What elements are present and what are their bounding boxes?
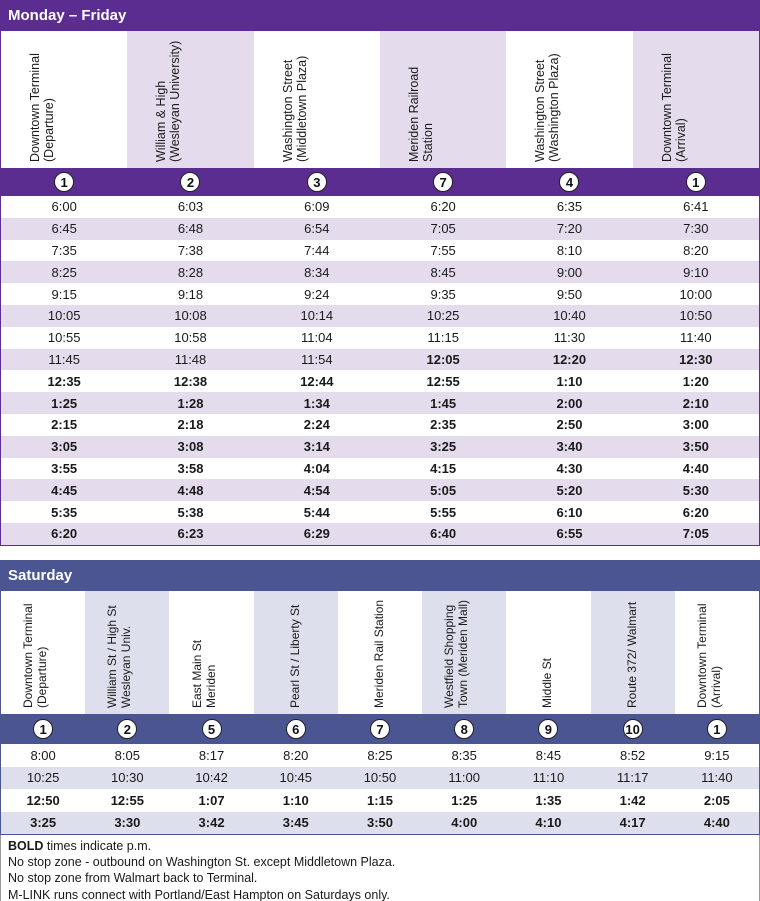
- stop-name-text: [442, 600, 470, 708]
- time-cell: 8:25: [367, 747, 393, 763]
- stop-name-line: (Wesleyan University): [168, 40, 183, 162]
- time-cell: 1:10: [282, 792, 309, 808]
- time-cell: 8:25: [51, 264, 77, 280]
- stop-name-text: [21, 604, 49, 709]
- time-cell: 6:20: [51, 526, 78, 542]
- table-row: [1, 370, 759, 392]
- time-cell: 2:35: [430, 417, 457, 433]
- stop-name-line: East Main St: [189, 639, 204, 708]
- time-cell: 1:25: [51, 395, 78, 411]
- stop-name-text: [28, 53, 56, 162]
- stop-name-line: (Arrival): [708, 666, 723, 708]
- time-cell: 3:14: [303, 439, 330, 455]
- note-no-stop-walmart: No stop zone from Walmart back to Terminal.: [8, 871, 258, 886]
- saturday-header: Saturday: [1, 561, 759, 591]
- time-cell: 6:20: [430, 199, 456, 215]
- stop-name-line: Meriden Railroad: [407, 66, 422, 162]
- stop-number-badge: 5: [202, 719, 222, 739]
- time-cell: 4:45: [51, 482, 78, 498]
- table-row: [1, 414, 759, 436]
- time-cell: 9:00: [556, 264, 583, 280]
- time-cell: 6:41: [683, 199, 709, 215]
- stop-name-line: Town (Meriden Mall): [456, 599, 471, 708]
- stop-number-badge: 1: [54, 172, 74, 192]
- time-cell: 11:00: [448, 770, 480, 786]
- stop-name-line: Downtown Terminal: [694, 603, 709, 708]
- stop-number-badge: 4: [559, 172, 579, 192]
- time-cell: 8:45: [535, 747, 562, 763]
- time-cell: 2:05: [703, 792, 730, 808]
- time-cell: 11:40: [701, 770, 733, 786]
- time-cell: 3:50: [682, 439, 709, 455]
- time-cell: 10:05: [47, 308, 81, 324]
- time-cell: 11:04: [301, 330, 333, 346]
- time-cell: 9:15: [704, 747, 730, 763]
- weekday-header: Monday – Friday: [1, 1, 759, 31]
- time-cell: 2:24: [303, 417, 330, 433]
- time-cell: 5:35: [51, 504, 78, 520]
- stop-name-header: [254, 591, 338, 714]
- time-cell: 3:25: [30, 815, 57, 831]
- time-cell: 11:15: [427, 330, 459, 346]
- table-row: [1, 261, 759, 283]
- time-cell: 8:45: [430, 264, 456, 280]
- table-row: [1, 767, 759, 790]
- stop-name-line: Downtown Terminal: [28, 53, 43, 162]
- table-row: [1, 789, 759, 812]
- time-cell: 12:20: [552, 351, 587, 367]
- time-cell: 7:55: [430, 242, 456, 258]
- time-cell: 9:18: [177, 286, 204, 302]
- time-cell: 5:05: [430, 482, 457, 498]
- saturday-time-rows: [1, 744, 759, 834]
- time-cell: 11:30: [553, 330, 586, 346]
- stop-name-line: Middle St: [540, 657, 555, 708]
- table-row: [1, 812, 759, 835]
- table-row: [1, 392, 759, 414]
- stop-name-line: Washington Street: [533, 59, 548, 162]
- stop-number-cell: [1, 719, 85, 739]
- time-cell: 10:42: [195, 770, 228, 786]
- stop-name-header: [675, 591, 759, 714]
- stop-name-header: [169, 591, 253, 714]
- note-mlink: M-LINK runs connect with Portland/East Hampton on Saturdays only.: [8, 887, 390, 901]
- time-cell: 8:52: [619, 747, 646, 763]
- time-cell: 8:28: [177, 264, 204, 280]
- time-cell: 10:25: [26, 770, 60, 786]
- time-cell: 8:35: [451, 747, 477, 763]
- stop-name-header: [1, 591, 85, 714]
- time-cell: 4:04: [303, 460, 330, 476]
- time-cell: 10:08: [174, 308, 207, 324]
- time-cell: 3:08: [177, 439, 204, 455]
- weekday-stop-numbers: [1, 168, 759, 196]
- stop-number-cell: [254, 172, 380, 192]
- time-cell: 4:40: [682, 460, 709, 476]
- stop-name-text: [190, 640, 218, 708]
- time-cell: 10:58: [174, 330, 207, 346]
- stop-number-cell: [169, 719, 253, 739]
- time-cell: 6:29: [303, 526, 330, 542]
- time-cell: 1:35: [535, 792, 562, 808]
- stop-name-line: (Arrival): [673, 118, 688, 162]
- time-cell: 2:10: [682, 395, 709, 411]
- stop-number-badge: 7: [433, 172, 453, 192]
- time-cell: 11:45: [48, 351, 80, 367]
- time-cell: 5:30: [682, 482, 709, 498]
- stop-name-line: Station: [421, 123, 436, 162]
- time-cell: 7:38: [177, 242, 204, 258]
- stop-number-cell: [422, 719, 506, 739]
- time-cell: 6:54: [304, 221, 330, 237]
- time-cell: 9:15: [51, 286, 77, 302]
- note-no-stop-outbound: No stop zone - outbound on Washington St. except Middletown Plaza.: [8, 855, 396, 870]
- time-cell: 3:05: [51, 439, 78, 455]
- stop-name-header: [1, 31, 127, 168]
- stop-name-line: William & High: [154, 80, 169, 162]
- table-row: [1, 744, 759, 767]
- stop-number-cell: [338, 719, 422, 739]
- stop-name-header: [127, 31, 253, 168]
- table-row: [1, 327, 759, 349]
- time-cell: 1:15: [366, 792, 393, 808]
- time-cell: 9:35: [430, 286, 456, 302]
- table-row: [1, 523, 759, 545]
- stop-number-cell: [85, 719, 169, 739]
- time-cell: 1:07: [198, 792, 225, 808]
- table-row: [1, 305, 759, 327]
- time-cell: 2:18: [177, 417, 204, 433]
- time-cell: 8:10: [556, 242, 583, 258]
- stop-number-cell: [633, 172, 759, 192]
- table-row: [1, 479, 759, 501]
- stop-number-badge: 3: [307, 172, 327, 192]
- stop-name-header: [254, 31, 380, 168]
- stop-number-badge: 1: [33, 719, 53, 739]
- time-cell: 2:00: [556, 395, 583, 411]
- stop-number-cell: [591, 719, 675, 739]
- weekday-time-rows: [1, 196, 759, 545]
- stop-number-badge: 8: [454, 719, 474, 739]
- table-row: [1, 436, 759, 458]
- time-cell: 3:50: [366, 815, 393, 831]
- stop-name-header: [506, 591, 590, 714]
- time-cell: 10:14: [300, 308, 334, 324]
- time-cell: 9:50: [556, 286, 583, 302]
- time-cell: 10:50: [679, 308, 713, 324]
- time-cell: 1:28: [177, 395, 204, 411]
- time-cell: 2:50: [556, 417, 583, 433]
- time-cell: 6:55: [556, 526, 583, 542]
- time-cell: 7:05: [430, 221, 456, 237]
- stop-number-badge: 7: [370, 719, 390, 739]
- stop-name-text: [695, 604, 723, 709]
- stop-name-line: Downtown Terminal: [659, 53, 674, 162]
- table-row: [1, 196, 759, 218]
- note-bold-rest: times indicate p.m.: [43, 839, 152, 853]
- stop-number-badge: 9: [538, 719, 558, 739]
- time-cell: 5:20: [556, 482, 583, 498]
- note-bold-times: [8, 838, 752, 854]
- time-cell: 12:35: [47, 373, 81, 389]
- stop-number-badge: 10: [623, 719, 643, 739]
- time-cell: 9:24: [304, 286, 330, 302]
- time-cell: 4:54: [303, 482, 330, 498]
- stop-number-badge: 1: [707, 719, 727, 739]
- time-cell: 4:10: [535, 815, 562, 831]
- stop-name-header: [591, 591, 675, 714]
- time-cell: 4:40: [703, 815, 730, 831]
- time-cell: 10:50: [363, 770, 397, 786]
- time-cell: 7:20: [556, 221, 583, 237]
- stop-number-cell: [1, 172, 127, 192]
- time-cell: 7:30: [683, 221, 709, 237]
- stop-number-cell: [506, 719, 590, 739]
- time-cell: 1:42: [619, 792, 646, 808]
- saturday-stop-names: [1, 591, 759, 714]
- time-cell: 9:10: [683, 264, 709, 280]
- time-cell: 3:30: [114, 815, 141, 831]
- stop-name-header: [422, 591, 506, 714]
- stop-name-line: (Middletown Plaza): [294, 55, 309, 162]
- time-cell: 3:25: [430, 439, 457, 455]
- time-cell: 8:34: [304, 264, 330, 280]
- time-cell: 12:55: [426, 373, 460, 389]
- stop-name-text: [105, 605, 133, 708]
- time-cell: 8:00: [30, 747, 56, 763]
- time-cell: 8:05: [114, 747, 140, 763]
- time-cell: 11:48: [174, 351, 207, 367]
- time-cell: 3:40: [556, 439, 583, 455]
- time-cell: 6:00: [51, 199, 77, 215]
- stop-number-badge: 2: [117, 719, 137, 739]
- stop-name-line: (Departure): [42, 98, 57, 162]
- stop-name-text: [533, 53, 561, 162]
- time-cell: 7:44: [304, 242, 330, 258]
- time-cell: 12:05: [426, 351, 460, 367]
- stop-name-line: (Washington Plaza): [547, 53, 562, 162]
- time-cell: 4:17: [619, 815, 646, 831]
- time-cell: 6:48: [177, 221, 204, 237]
- time-cell: 1:20: [682, 373, 709, 389]
- stop-name-line: Meriden Rail Station: [371, 599, 386, 708]
- stop-name-line: Pearl St / Liberty St: [287, 604, 302, 708]
- table-row: [1, 501, 759, 523]
- stop-name-text: [540, 658, 554, 708]
- table-row: [1, 218, 759, 240]
- time-cell: 3:45: [282, 815, 309, 831]
- time-cell: 4:30: [556, 460, 583, 476]
- time-cell: 6:03: [177, 199, 204, 215]
- time-cell: 4:48: [177, 482, 204, 498]
- stop-number-cell: [254, 719, 338, 739]
- time-cell: 11:17: [616, 770, 649, 786]
- time-cell: 10:55: [47, 330, 81, 346]
- time-cell: 6:10: [556, 504, 583, 520]
- stop-name-text: [154, 41, 182, 162]
- time-cell: 8:17: [198, 747, 225, 763]
- stop-name-text: [660, 53, 688, 162]
- time-cell: 6:20: [682, 504, 709, 520]
- stop-name-text: [625, 602, 639, 708]
- stop-number-cell: [506, 172, 632, 192]
- time-cell: 12:50: [26, 792, 60, 808]
- stop-name-line: (Departure): [35, 646, 50, 708]
- stop-number-cell: [380, 172, 506, 192]
- time-cell: 1:10: [556, 373, 583, 389]
- stop-name-text: [372, 600, 386, 708]
- stop-name-line: Washington Street: [280, 59, 295, 162]
- time-cell: 6:23: [177, 526, 204, 542]
- time-cell: 12:44: [300, 373, 334, 389]
- time-cell: 8:20: [283, 747, 309, 763]
- stop-name-line: Meriden: [203, 664, 218, 708]
- time-cell: 6:35: [556, 199, 583, 215]
- weekday-stop-names: [1, 31, 759, 168]
- time-cell: 6:09: [304, 199, 330, 215]
- time-cell: 10:30: [111, 770, 144, 786]
- stop-name-header: [506, 31, 632, 168]
- table-row: [1, 349, 759, 371]
- time-cell: 1:34: [303, 395, 330, 411]
- saturday-stop-numbers: [1, 714, 759, 744]
- time-cell: 3:42: [198, 815, 225, 831]
- time-cell: 5:44: [303, 504, 330, 520]
- time-cell: 1:45: [430, 395, 457, 411]
- stop-name-header: [633, 31, 759, 168]
- time-cell: 3:58: [177, 460, 204, 476]
- time-cell: 8:20: [683, 242, 709, 258]
- stop-name-line: Downtown Terminal: [21, 603, 36, 708]
- time-cell: 12:30: [679, 351, 713, 367]
- schedule-notes: [0, 835, 760, 901]
- time-cell: 10:40: [553, 308, 586, 324]
- stop-name-text: [281, 56, 309, 162]
- table-row: [1, 458, 759, 480]
- table-row: [1, 283, 759, 305]
- stop-number-badge: 6: [286, 719, 306, 739]
- time-cell: 7:05: [682, 526, 709, 542]
- stop-name-header: [380, 31, 506, 168]
- stop-name-header: [338, 591, 422, 714]
- time-cell: 1:25: [451, 792, 478, 808]
- time-cell: 3:00: [682, 417, 709, 433]
- stop-name-line: William St / High St: [105, 605, 120, 708]
- time-cell: 11:40: [680, 330, 712, 346]
- time-cell: 4:00: [451, 815, 478, 831]
- note-bold-word: BOLD: [8, 839, 44, 853]
- time-cell: 5:55: [430, 504, 457, 520]
- time-cell: 12:38: [173, 373, 208, 389]
- stop-name-text: [288, 605, 302, 708]
- time-cell: 3:55: [51, 460, 78, 476]
- saturday-schedule-table: [0, 560, 760, 901]
- time-cell: 5:38: [177, 504, 204, 520]
- stop-name-line: Route 372/ Walmart: [624, 601, 639, 708]
- stop-name-header: [85, 591, 169, 714]
- time-cell: 7:35: [51, 242, 77, 258]
- time-cell: 10:00: [679, 286, 713, 302]
- time-cell: 6:45: [51, 221, 77, 237]
- time-cell: 11:10: [532, 770, 565, 786]
- stop-number-cell: [675, 719, 759, 739]
- stop-number-badge: 1: [686, 172, 706, 192]
- time-cell: 4:15: [430, 460, 457, 476]
- time-cell: 11:54: [301, 351, 333, 367]
- table-row: [1, 240, 759, 262]
- time-cell: 10:45: [279, 770, 313, 786]
- stop-number-cell: [127, 172, 253, 192]
- stop-number-badge: 2: [180, 172, 200, 192]
- time-cell: 12:55: [110, 792, 144, 808]
- stop-name-text: [407, 67, 435, 162]
- stop-name-line: Westfield Shopping: [442, 604, 457, 708]
- time-cell: 2:15: [51, 417, 78, 433]
- stop-name-line: Wesleyan Univ.: [119, 625, 134, 708]
- time-cell: 6:40: [430, 526, 457, 542]
- time-cell: 10:25: [426, 308, 460, 324]
